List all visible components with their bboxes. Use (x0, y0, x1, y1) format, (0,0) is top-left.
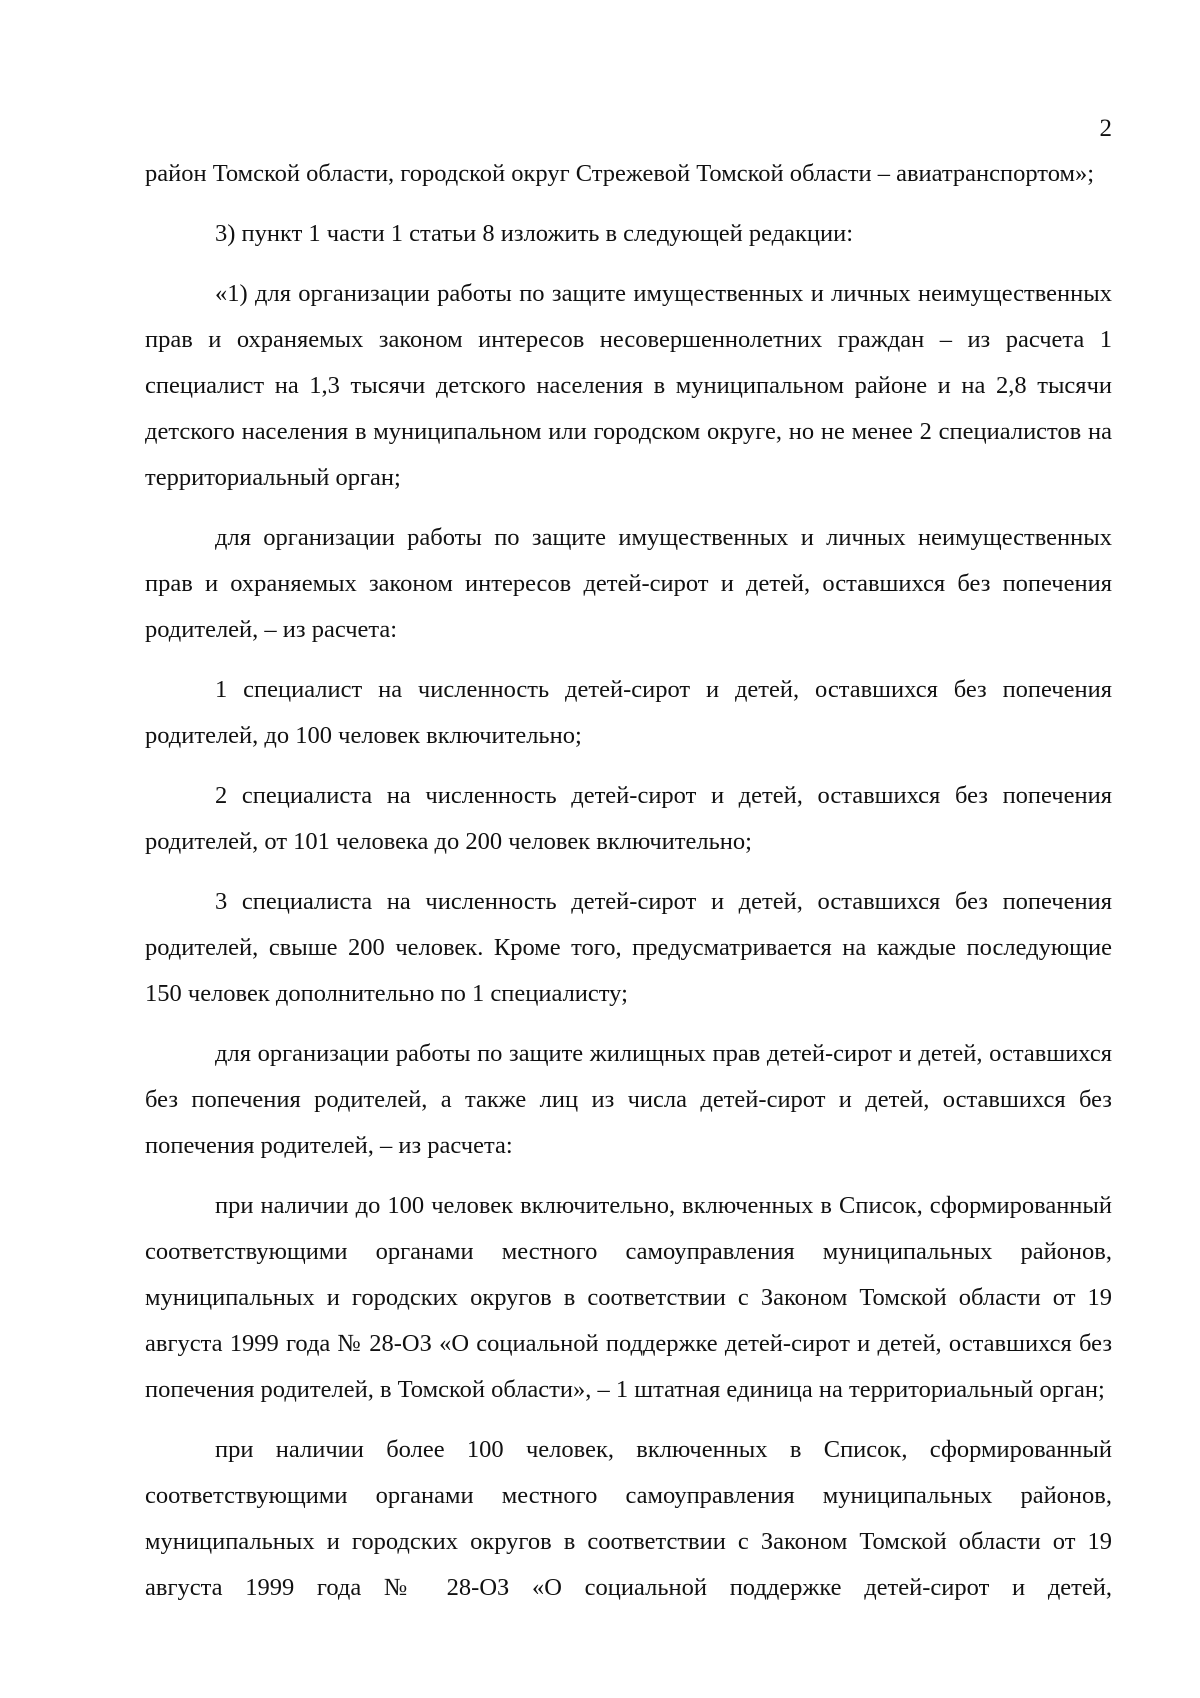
paragraph-orphans-rights: для организации работы по защите имущественных и личных неимущественных прав и охраняемых законом интересов детей-сирот и детей, оставшихся без попечения родителей, – из расчета: (145, 524, 1112, 643)
paragraph-amendment-item-3: 3) пункт 1 части 1 статьи 8 изложить в следующей редакции: (215, 220, 854, 247)
document-body (145, 151, 1112, 1625)
paragraph-up-to-100: при наличии до 100 человек включительно, включенных в Список, сформированный соответствующими органами местного самоуправления муниципальных районов, муниципальных и городских округов в соответствии с Законом Томской области от 19 августа 1999 года № 28-ОЗ «О социальной поддержке детей-сирот и детей, оставшихся без попечения родителей, в Томской области», – 1 штатная единица на территориальный орган; (145, 1192, 1112, 1403)
paragraph-housing-rights: для организации работы по защите жилищных прав детей-сирот и детей, оставшихся без попечения родителей, а также лиц из числа детей-сирот и детей, оставшихся без попечения родителей, – из расчета: (145, 1040, 1112, 1159)
page-number: 2 (1099, 115, 1112, 142)
paragraph-continuation: район Томской области, городской округ Стрежевой Томской области – авиатранспортом»; (145, 160, 1095, 187)
paragraph-two-specialists: 2 специалиста на численность детей-сирот и детей, оставшихся без попечения родителей, от 101 человека до 200 человек включительно; (145, 782, 1112, 855)
paragraph-three-specialists: 3 специалиста на численность детей-сирот и детей, оставшихся без попечения родителей, свыше 200 человек. Кроме того, предусматривается на каждые последующие 150 человек дополнительно по 1 специалисту; (145, 888, 1112, 1007)
paragraph-point-1-minors: «1) для организации работы по защите имущественных и личных неимущественных прав и охраняемых законом интересов несовершеннолетних граждан – из расчета 1 специалист на 1,3 тысячи детского населения в муниципальном районе и на 2,8 тысячи детского населения в муниципальном или городском округе, но не менее 2 специалистов на территориальный орган; (145, 280, 1112, 491)
paragraph-one-specialist: 1 специалист на численность детей-сирот и детей, оставшихся без попечения родителей, до 100 человек включительно; (145, 676, 1112, 749)
paragraph-more-than-100: при наличии более 100 человек, включенных в Список, сформированный соответствующими органами местного самоуправления муниципальных районов, муниципальных и городских округов в соответствии с Законом Томской области от 19 августа 1999 года № 28-ОЗ «О социальной поддержке детей-сирот и детей, (145, 1436, 1112, 1601)
